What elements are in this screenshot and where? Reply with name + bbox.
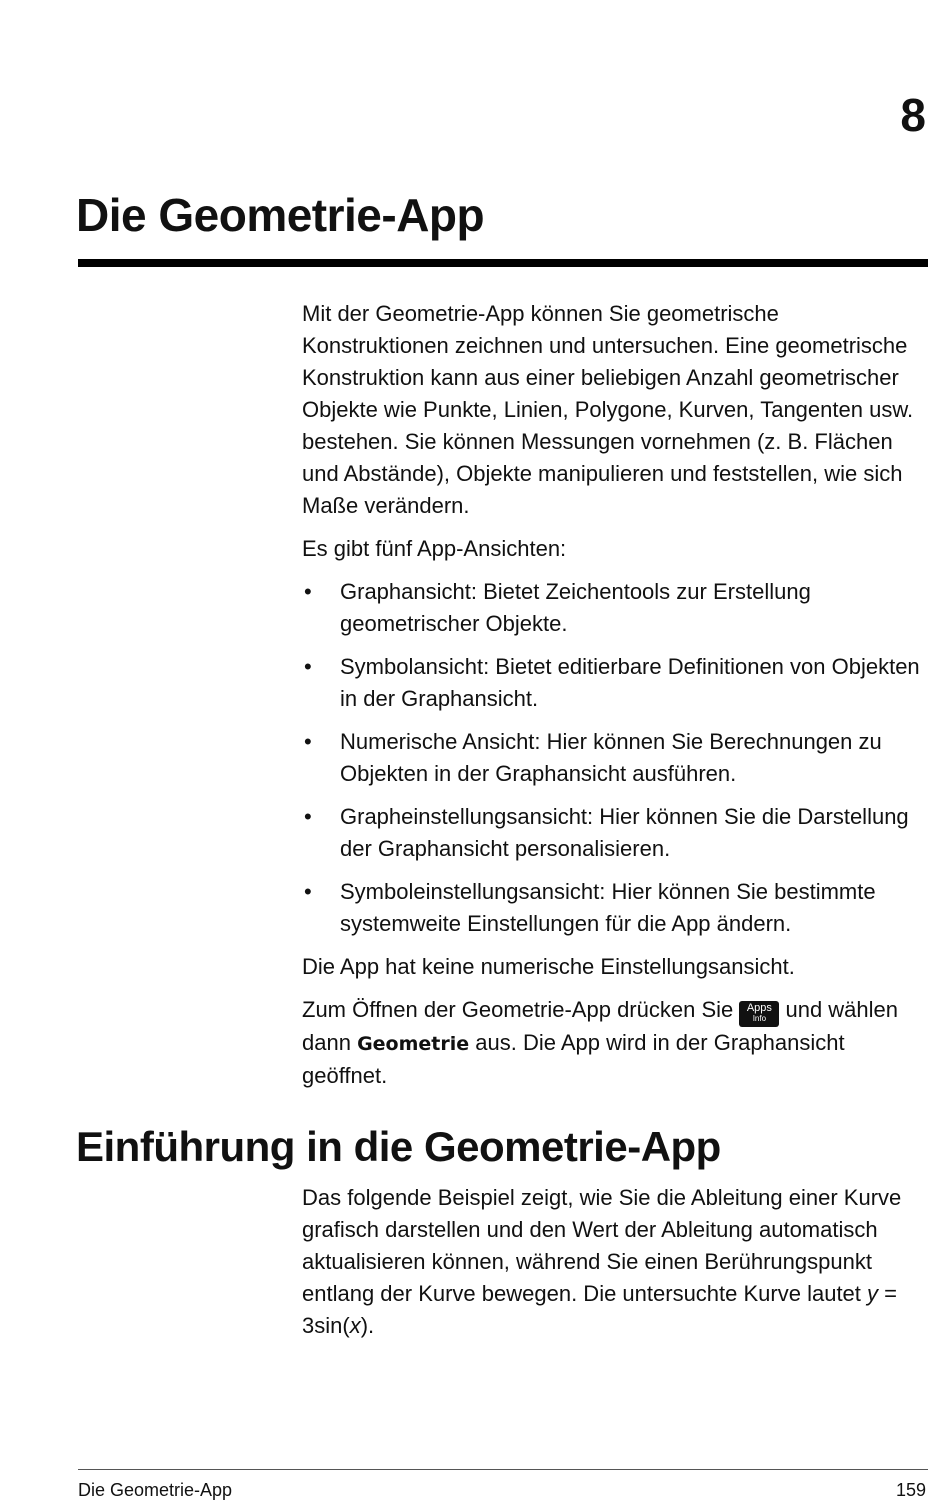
eq-text: = 3sin( <box>302 1281 897 1338</box>
views-list <box>302 576 927 940</box>
views-intro: Es gibt fünf App-Ansichten: <box>302 536 567 561</box>
list-item-text: Numerische Ansicht: Hier können Sie Berechnungen zu Objekten in der Graphansicht ausführen. <box>340 729 882 786</box>
bullet: • <box>304 729 312 754</box>
page-number: 159 <box>895 1480 926 1500</box>
key-top-label: Apps <box>746 1002 772 1014</box>
apps-info-key-icon <box>739 1001 779 1027</box>
open-app-instructions <box>302 994 927 1092</box>
chapter-number: 8 <box>900 89 926 141</box>
no-numeric-setup-note: Die App hat keine numerische Einstellungsansicht. <box>302 954 795 979</box>
list-item-text: Graphansicht: Bietet Zeichentools zur Erstellung geometrischer Objekte. <box>340 579 811 636</box>
eq-var-x: x <box>349 1313 361 1338</box>
list-item <box>302 726 927 790</box>
list-item-text: Symbolansicht: Bietet editierbare Definitionen von Objekten in der Graphansicht. <box>340 654 920 711</box>
footer-chapter-title: Die Geometrie-App <box>78 1480 233 1500</box>
key-bottom-label: Info <box>752 1014 767 1023</box>
eq-var-y: y <box>867 1281 879 1306</box>
instruction-text: aus. Die App wird in der Graphansicht geöffnet. <box>302 1030 845 1088</box>
title-rule <box>78 259 928 267</box>
list-item-text: Grapheinstellungsansicht: Hier können Sie die Darstellung der Graphansicht personalisieren. <box>340 804 909 861</box>
bullet: • <box>304 654 312 679</box>
bullet: • <box>304 579 312 604</box>
example-paragraph <box>302 1182 927 1342</box>
list-item-text: Symboleinstellungsansicht: Hier können Sie bestimmte systemweite Einstellungen für die App ändern. <box>340 879 876 936</box>
footer-rule <box>78 1469 928 1470</box>
instruction-text: Zum Öffnen der Geometrie-App drücken Sie <box>302 997 740 1022</box>
section-title: Einführung in die Geometrie-App <box>76 1123 721 1170</box>
intro-body <box>302 298 927 1103</box>
section-body <box>302 1182 927 1353</box>
list-item <box>302 651 927 715</box>
list-item <box>302 576 927 640</box>
bullet: • <box>304 804 312 829</box>
instruction-text: und wählen dann <box>302 997 899 1055</box>
bullet: • <box>304 879 312 904</box>
list-item <box>302 876 927 940</box>
eq-text-end: ). <box>360 1313 375 1338</box>
list-item <box>302 801 927 865</box>
example-text: Das folgende Beispiel zeigt, wie Sie die Ableitung einer Kurve grafisch darstellen und den Wert der Ableitung automatisch aktualisieren können, während Sie einen Berührungspunkt entlang der Kurve bewegen. Die untersuchte Kurve lautet <box>302 1185 902 1306</box>
intro-paragraph: Mit der Geometrie-App können Sie geometrische Konstruktionen zeichnen und untersuchen. Eine geometrische Konstruktion kann aus einer beliebigen Anzahl geometrischer Objekte wie Punkte, Linien, Polygone, Kurven, Tangenten usw. bestehen. Sie können Messungen vornehmen (z. B. Flächen und Abstände), Objekte manipulieren und feststellen, wie sich Maße verändern. <box>302 301 914 518</box>
chapter-title: Die Geometrie-App <box>76 189 485 241</box>
app-name-bold: Geometrie <box>357 1033 470 1055</box>
